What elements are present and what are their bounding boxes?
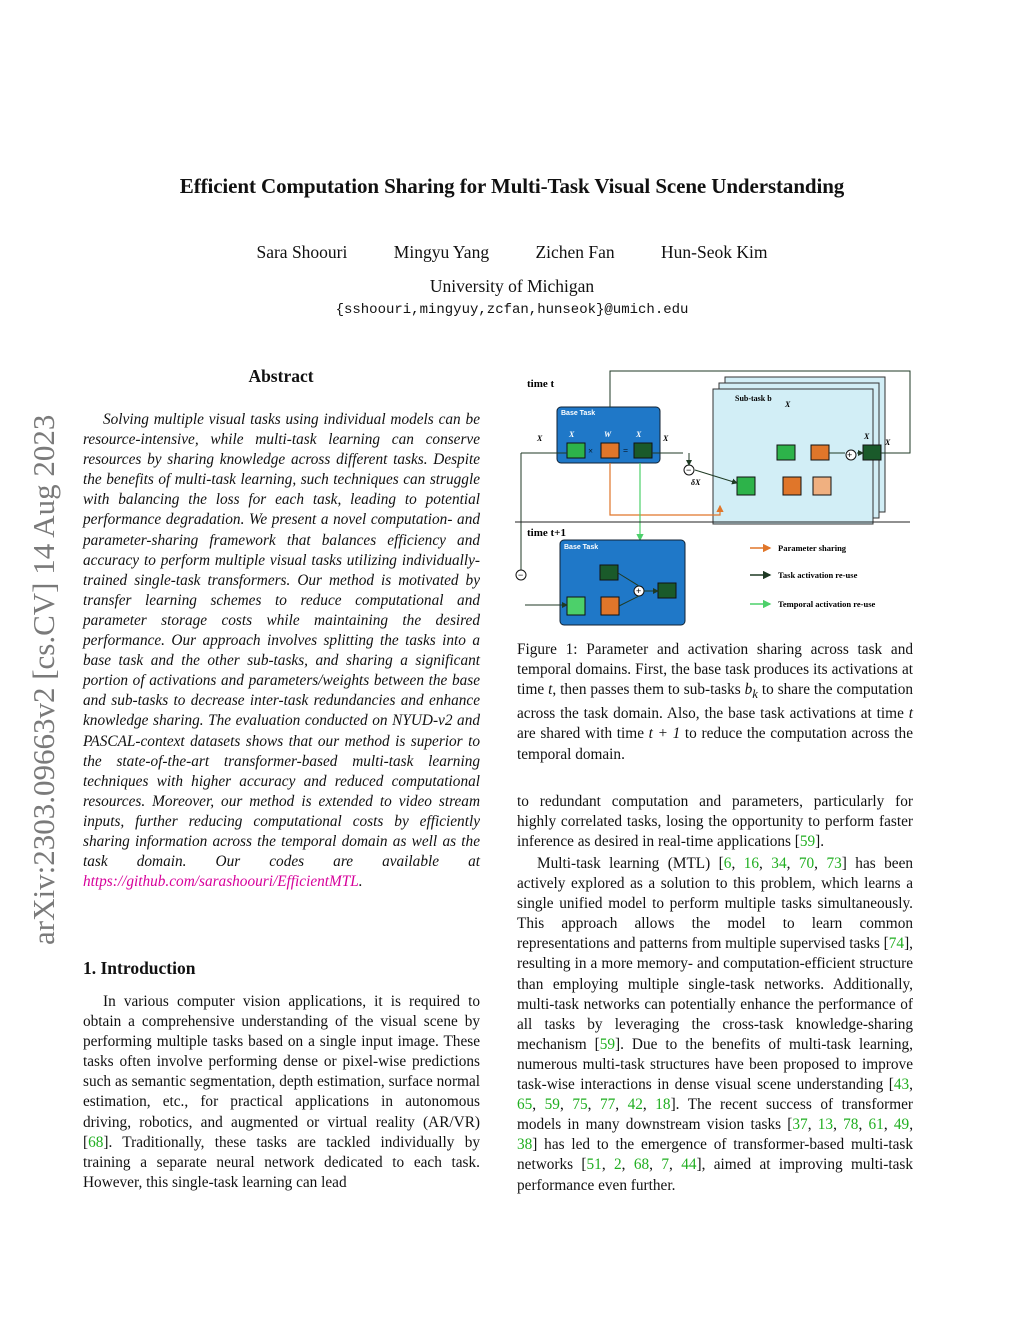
figure-1-diagram (515, 365, 915, 630)
legend-temporal-activation: Temporal activation re-use (778, 599, 876, 609)
citation-link[interactable]: 68 (88, 1133, 104, 1151)
citation-link[interactable]: 13 (817, 1116, 834, 1134)
citation-link[interactable]: 77 (599, 1096, 616, 1114)
citation-link[interactable]: 49 (893, 1116, 910, 1134)
intro-paragraph (83, 992, 480, 1193)
citation-link[interactable]: 18 (655, 1096, 671, 1114)
arxiv-identifier: arXiv:2303.09663v2 [cs.CV] 14 Aug 2023 (26, 414, 61, 945)
body-paragraph: Multi-task learning (MTL) [6, 16, 34, 70, 73] has been actively explored as a solution to this problem, which learns a single unified model to perform multiple tasks simultaneously. This approach allows the model to learn common representations and patterns from multiple supervised tasks [74], resulting in a more memory- and computation-efficient structure than employing multiple single-task networks. Additionally, multi-task networks can potentially enhance the performance of all tasks by leveraging the cross-task knowledge-sharing mechanism [59]. Due to the benefits of multi-task learning, numerous multi-task structures have been proposed to improve task-wise interactions in dense visual scene understanding [43, 65, 59, 75, 77, 42, 18]. The recent success of transformer models in many downstream vision tasks [37, 13, 78, 61, 49, 38] has led to the emergence of transformer-based multi-task networks [51, 2, 68, 7, 44], aimed at improving multi-task performance even further. (517, 855, 914, 1194)
svg-text:=: = (623, 446, 629, 456)
time-t1-label: time t+1 (527, 527, 566, 539)
citation-link[interactable]: 59 (599, 1035, 616, 1053)
citation-link[interactable]: 2 (614, 1156, 622, 1174)
abstract-end: . (358, 873, 363, 891)
author-list (0, 242, 1024, 263)
svg-text:δX: δX (691, 478, 701, 487)
svg-text:X: X (569, 430, 575, 439)
svg-text:X: X (537, 434, 543, 443)
author-name: Sara Shoouri (256, 242, 348, 262)
intro-text: ]. Traditionally, these tasks are tackled individually by training a separate neural network dedicated to each task. However, this single-task learning can lead (83, 1133, 480, 1191)
abstract-text (83, 410, 480, 892)
base-task-label: Base Task (561, 410, 596, 417)
svg-text:−: − (518, 570, 524, 580)
svg-text:X: X (663, 434, 669, 443)
affiliation: University of Michigan (429, 276, 595, 296)
citation-link[interactable]: 34 (771, 855, 787, 872)
intro-text: In various computer vision applications, it is required to obtain a comprehensive understanding of the visual scene by performing multiple tasks based on a single input image. These tasks often involve performing dense or pixel-wise predictions such as semantic segmentation, depth estimation, surface normal estimation, etc., for practical applications in autonomous driving, robotics, and augmented or virtual reality (AR/VR) [ (83, 993, 480, 1151)
legend-task-activation: Task activation re-use (778, 570, 858, 580)
citation-link[interactable]: 65 (517, 1096, 533, 1114)
citation-link[interactable]: 59 (544, 1096, 560, 1114)
abstract-heading: Abstract (248, 366, 314, 386)
citation-link[interactable]: 7 (661, 1156, 669, 1174)
svg-text:+: + (636, 586, 642, 596)
citation-link[interactable]: 61 (868, 1116, 884, 1134)
author-name: Hun-Seok Kim (661, 242, 768, 262)
svg-text:−: − (686, 465, 692, 475)
author-emails: {sshoouri,mingyuy,zcfan,hunseok}@umich.edu (335, 302, 689, 318)
citation-link[interactable]: 74 (888, 935, 905, 953)
paper-title: Efficient Computation Sharing for Multi-Task Visual Scene Understanding (179, 174, 845, 198)
citation-link[interactable]: 42 (627, 1096, 643, 1114)
svg-text:X: X (885, 438, 891, 447)
citation-link[interactable]: 16 (743, 855, 760, 872)
citation-link[interactable]: 38 (517, 1136, 533, 1154)
citation-link[interactable]: 6 (723, 855, 732, 872)
sub-task-label: Sub-task b (735, 394, 772, 403)
intro-heading: 1. Introduction (83, 958, 196, 978)
time-t-label: time t (527, 378, 555, 390)
citation-link[interactable]: 43 (893, 1076, 910, 1094)
citation-link[interactable]: 44 (681, 1156, 697, 1174)
svg-text:X: X (636, 430, 642, 439)
legend-parameter-sharing: Parameter sharing (778, 543, 847, 553)
citation-link[interactable]: 78 (843, 1116, 859, 1134)
citation-link[interactable]: 75 (572, 1096, 588, 1114)
svg-text:W: W (604, 430, 612, 439)
citation-link[interactable]: 51 (586, 1156, 602, 1174)
figure-1-caption: Figure 1: Parameter and activation sharing across task and temporal domains. First, the base task produces its activations at time t, then passes them to sub-tasks $b_k$ to share the computation across the task domain. Also, the base task activations at time t are shared with time t + 1 to reduce the computation across the temporal domain. (517, 641, 913, 763)
author-name: Zichen Fan (535, 242, 615, 262)
citation-link[interactable]: 70 (798, 855, 815, 872)
svg-text:Base Task: Base Task (564, 544, 599, 551)
arxiv-sidebar (26, 345, 61, 945)
svg-text:X: X (785, 400, 791, 409)
abstract-body: Solving multiple visual tasks using individual models can be resource-intensive, while multi-task learning can conserve resources by sharing knowledge across different tasks. Despite the benefits of multi-task learning, such techniques can struggle with balancing the loss for each task, leading to potential performance degradation. We present a novel computation- and parameter-sharing framework that balances efficiency and accuracy to perform multiple visual tasks utilizing individually-trained single-task transformers. Our method is motivated by transfer learning schemes to reduce computational and parameter storage costs while maintaining the desired performance. Our approach involves splitting the tasks into a base task and the other sub-tasks, and sharing a significant portion of activations and parameters/weights between the base and sub-tasks to decrease inter-task redundancies and enhance knowledge sharing. The evaluation conducted on NYUD-v2 and PASCAL-context datasets shows that our method is superior to the state-of-the-art transformer-based multi-task learning techniques with higher accuracy and reduced computational resources. Moreover, our method is extended to video stream inputs, further reducing computational costs by efficiently sharing information across the temporal domain as well as the task domain. Our codes are available at (83, 411, 480, 871)
body-paragraph: to redundant computation and parameters, particularly for highly correlated tasks, losing the opportunity to perform faster inference as desired in real-time applications [59]. (517, 793, 913, 851)
code-link[interactable]: https://github.com/sarashoouri/EfficientMTL (83, 873, 359, 891)
citation-link[interactable]: 73 (826, 855, 842, 872)
citation-link[interactable]: 37 (792, 1116, 808, 1134)
svg-text:+: + (847, 450, 853, 460)
citation-link[interactable]: 59 (799, 833, 816, 851)
svg-text:X: X (864, 432, 870, 441)
author-name: Mingyu Yang (393, 242, 490, 262)
svg-text:×: × (588, 446, 594, 456)
citation-link[interactable]: 68 (633, 1156, 650, 1174)
